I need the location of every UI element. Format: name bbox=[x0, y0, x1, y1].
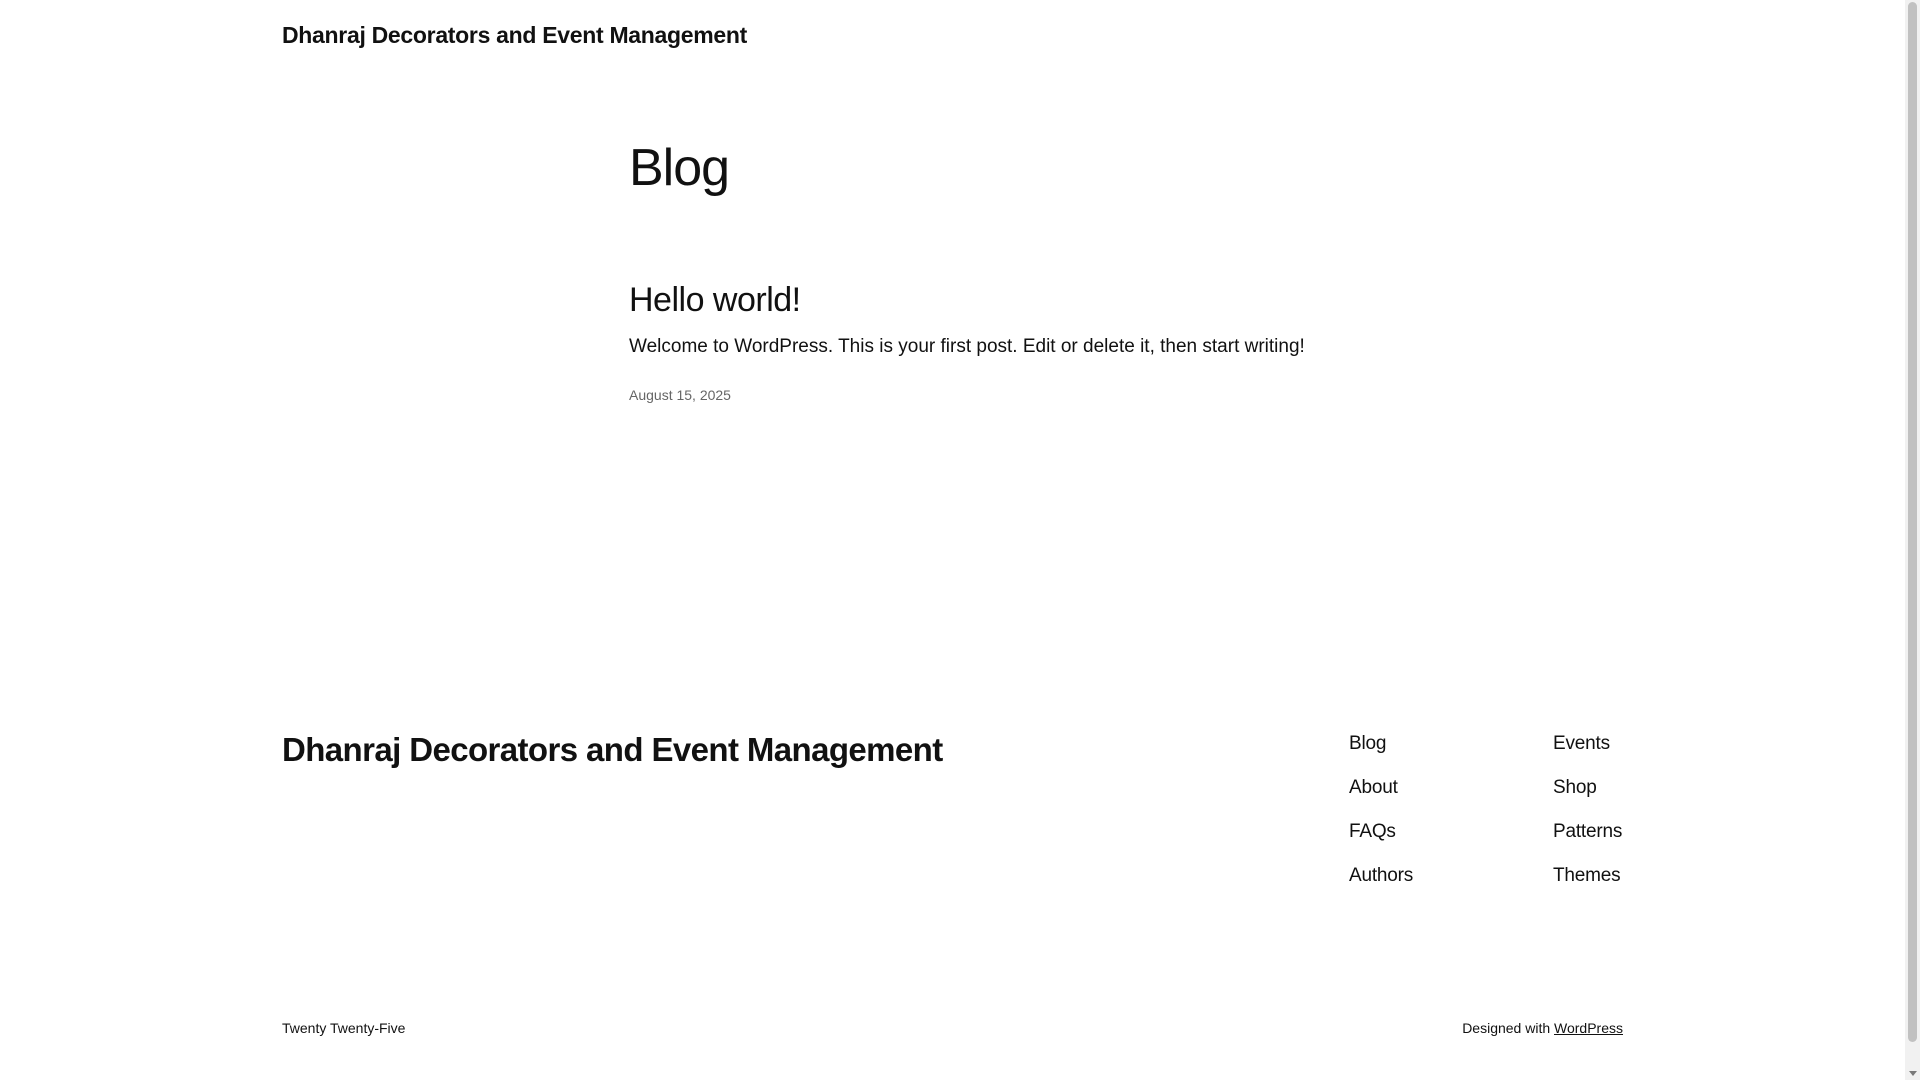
site-title-link[interactable]: Dhanraj Decorators and Event Management bbox=[282, 21, 748, 48]
chevron-down-icon[interactable] bbox=[1909, 1071, 1917, 1076]
footer-credit-text: Designed with bbox=[1462, 1020, 1555, 1036]
scrollbar-thumb[interactable] bbox=[1908, 2, 1917, 1042]
footer-link-shop[interactable]: Shop bbox=[1553, 777, 1597, 798]
footer-credit bbox=[1462, 1019, 1623, 1037]
post-item bbox=[629, 278, 1389, 404]
footer-link-blog[interactable]: Blog bbox=[1349, 733, 1387, 754]
footer-link-events[interactable]: Events bbox=[1553, 733, 1610, 754]
footer-site-title[interactable]: Dhanraj Decorators and Event Management bbox=[282, 731, 943, 768]
post-date-link[interactable]: August 15, 2025 bbox=[629, 387, 731, 403]
post-excerpt: Welcome to WordPress. This is your first post. Edit or delete it, then start writing! bbox=[629, 336, 1305, 357]
post-date bbox=[629, 386, 1389, 404]
footer-theme-name: Twenty Twenty-Five bbox=[282, 1020, 406, 1036]
footer-nav-secondary bbox=[1553, 730, 1622, 906]
page-title: Blog bbox=[629, 139, 730, 197]
footer-link-faqs[interactable]: FAQs bbox=[1349, 821, 1396, 842]
footer-nav-primary bbox=[1349, 730, 1413, 906]
footer-wordpress-link[interactable]: WordPress bbox=[1554, 1020, 1623, 1036]
footer-link-patterns[interactable]: Patterns bbox=[1553, 821, 1623, 842]
site-header bbox=[282, 18, 747, 52]
footer-link-about[interactable]: About bbox=[1349, 777, 1398, 798]
footer-link-authors[interactable]: Authors bbox=[1349, 865, 1414, 886]
vertical-scrollbar[interactable] bbox=[1905, 0, 1920, 1080]
post-title-link[interactable]: Hello world! bbox=[629, 281, 801, 319]
main-content bbox=[629, 130, 1389, 403]
footer-link-themes[interactable]: Themes bbox=[1553, 865, 1621, 886]
post-title bbox=[629, 278, 1389, 322]
